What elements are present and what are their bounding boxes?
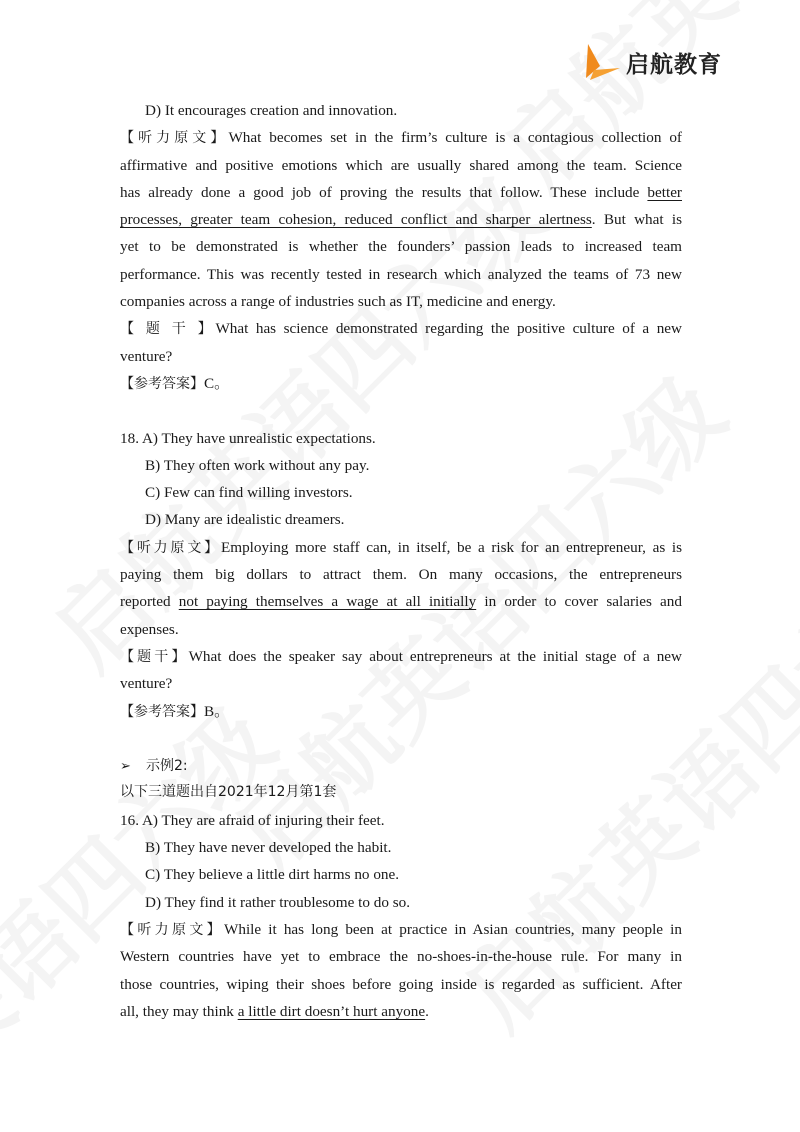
- option-d: D) They find it rather troublesome to do so.: [145, 893, 411, 911]
- transcript-line: has already done a good job of proving the results that follow. These include better: [120, 183, 682, 201]
- brand-logo: [580, 40, 722, 84]
- sail-logo-icon: [580, 40, 624, 84]
- transcript-line: affirmative and positive emotions which are usually shared among the team. Science: [120, 156, 682, 174]
- question-line: venture?: [120, 347, 173, 365]
- example-label: 示例2:: [146, 758, 188, 775]
- option-d: D) Many are idealistic dreamers.: [145, 511, 345, 529]
- transcript-line: Western countries have yet to embrace the no-shoes-in-the-house rule. For many in: [120, 948, 682, 966]
- question-line: 【题干】What does the speaker say about entrepreneurs at the initial stage of a new: [120, 647, 683, 665]
- transcript-line: reported not paying themselves a wage at all initially in order to cover salaries and: [120, 593, 682, 611]
- brand-name: 启航教育: [626, 51, 722, 78]
- transcript-line: paying them big dollars to attract them. On many occasions, the entrepreneurs: [120, 566, 682, 584]
- option-a: 18. A) They have unrealistic expectations.: [120, 429, 376, 447]
- underlined-answer: processes, greater team cohesion, reduced conflict and sharper alertness: [120, 211, 592, 229]
- answer-line: [120, 370, 682, 397]
- transcript-line: companies across a range of industries such as IT, medicine and energy.: [120, 293, 556, 311]
- answer-line: [120, 698, 682, 725]
- option-d: D) It encourages creation and innovation.: [145, 102, 398, 119]
- document-body: [120, 97, 682, 1025]
- arrow-bullet-icon: ➢: [120, 759, 131, 775]
- question-line: venture?: [120, 675, 173, 693]
- underlined-answer: better: [647, 183, 682, 201]
- answer-value: B。: [204, 702, 230, 720]
- source-note: 以下三道题出自2021年12月第1套: [120, 784, 337, 801]
- question-tag: 【 题 干 】: [120, 321, 216, 338]
- question-tag: 【题干】: [120, 648, 189, 665]
- transcript-line: performance. This was recently tested in research which analyzed the teams of 73 new: [120, 265, 682, 283]
- transcript-line: those countries, wiping their shoes before going inside is regarded as sufficient. After: [120, 975, 682, 993]
- answer-value: C。: [204, 374, 230, 392]
- option-b: B) They have never developed the habit.: [145, 839, 392, 857]
- transcript-line: 【听力原文】What becomes set in the firm’s culture is a contagious collection of: [120, 129, 682, 147]
- option-c: C) They believe a little dirt harms no one.: [145, 866, 400, 884]
- option-a: 16. A) They are afraid of injuring their feet.: [120, 811, 385, 829]
- option-c: C) Few can find willing investors.: [145, 484, 353, 502]
- question-line: 【 题 干 】What has science demonstrated regarding the positive culture of a new: [120, 320, 682, 338]
- transcript-tag: 【听力原文】: [120, 130, 229, 147]
- example-heading: [120, 752, 682, 779]
- underlined-answer: a little dirt doesn’t hurt anyone: [237, 1002, 426, 1020]
- transcript-line: all, they may think a little dirt doesn’t hurt anyone.: [120, 1002, 429, 1020]
- underlined-answer: not paying themselves a wage at all initially: [178, 593, 477, 611]
- transcript-line: processes, greater team cohesion, reduced conflict and sharper alertness. But what is: [120, 211, 682, 229]
- option-b: B) They often work without any pay.: [145, 456, 370, 474]
- transcript-line: 【听力原文】While it has long been at practice in Asian countries, many people in: [120, 920, 682, 938]
- answer-tag: 【参考答案】: [120, 703, 204, 720]
- transcript-line: 【听力原文】Employing more staff can, in itself, be a risk for an entrepreneur, as is: [120, 538, 682, 556]
- transcript-tag: 【听力原文】: [120, 921, 225, 938]
- transcript-tag: 【听力原文】: [120, 539, 221, 556]
- transcript-line: yet to be demonstrated is whether the founders’ passion leads to increased team: [120, 238, 682, 256]
- answer-tag: 【参考答案】: [120, 375, 204, 392]
- transcript-line: expenses.: [120, 620, 179, 638]
